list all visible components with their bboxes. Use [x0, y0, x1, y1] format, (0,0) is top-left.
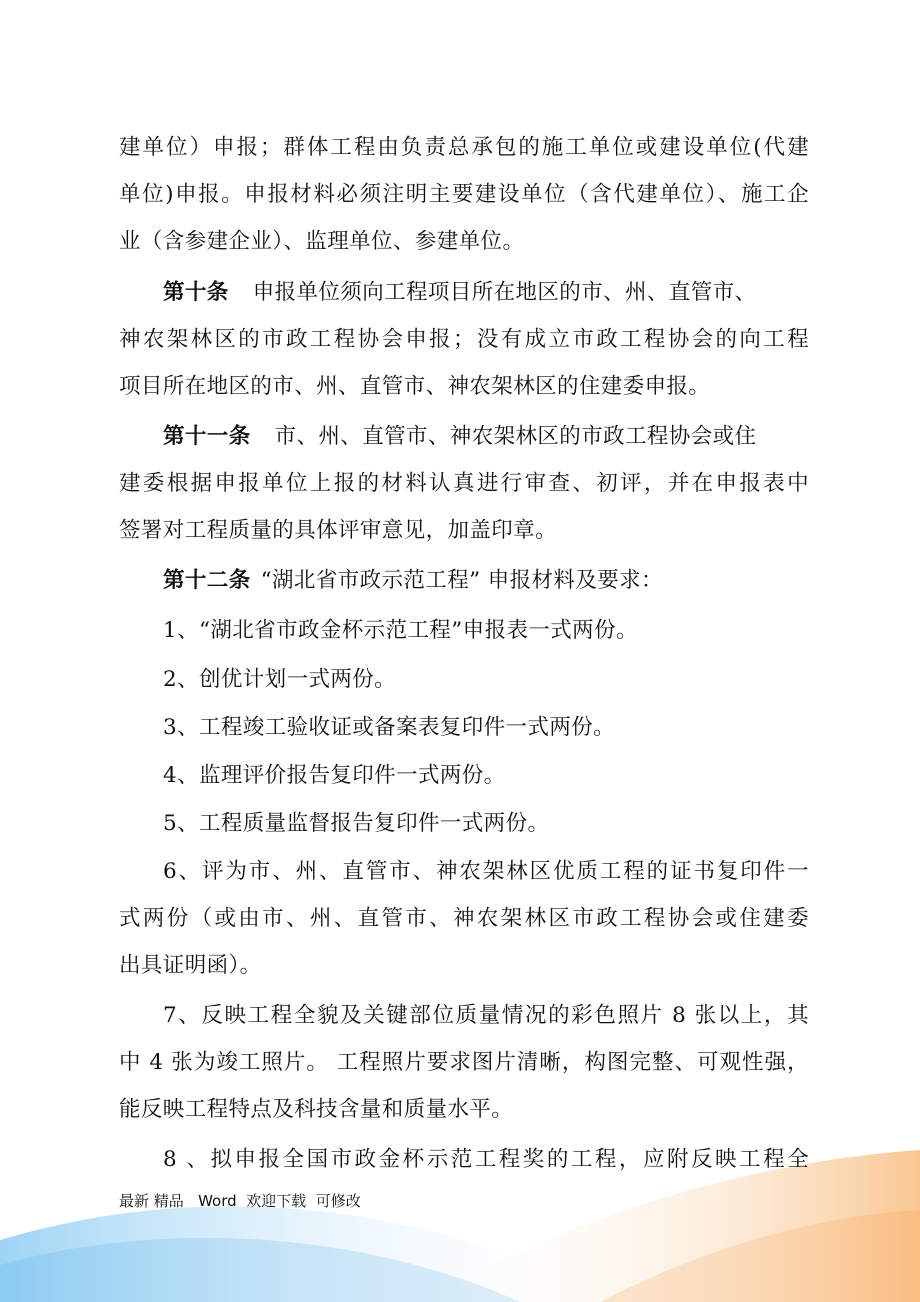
article-11-text: 市、州、直管市、神农架林区的市政工程协会或住 — [274, 424, 757, 449]
list-item: 8 、拟申报全国市政金杯示范工程奖的工程，应附反映工程全 — [163, 1147, 809, 1172]
list-item-continuation: 中 4 张为竣工照片。 工程照片要求图片清晰，构图完整、可观性强， — [119, 1050, 809, 1075]
article-10-text: 申报单位须向工程项目所在地区的市、州、直管市、 — [252, 280, 757, 305]
article-10-first-line — [163, 278, 809, 308]
list-item-continuation: 式两份（或由市、州、直管市、神农架林区市政工程协会或住建委 — [119, 906, 809, 931]
list-item-continuation: 能反映工程特点及科技含量和质量水平。 — [119, 1097, 514, 1122]
article-10-heading: 第十条 — [163, 280, 229, 305]
article-11-first-line — [163, 422, 809, 452]
list-item: 6、评为市、州、直管市、神农架林区优质工程的证书复印件一 — [163, 859, 809, 884]
list-item: 4、监理评价报告复印件一式两份。 — [163, 763, 506, 788]
paragraph-line: 神农架林区的市政工程协会申报；没有成立市政工程协会的向工程 — [119, 327, 809, 352]
article-11-heading: 第十一条 — [163, 424, 251, 449]
list-item-continuation: 出具证明函）。 — [119, 953, 262, 978]
paragraph-line: 建委根据申报单位上报的材料认真进行审查、初评，并在申报表中 — [119, 471, 809, 496]
paragraph-line: 项目所在地区的市、州、直管市、神农架林区的住建委申报。 — [119, 374, 711, 399]
page-footer: 最新 精品 Word 欢迎下载 可修改 — [119, 1192, 361, 1210]
list-item: 1、“湖北省市政金杯示范工程”申报表一式两份。 — [163, 618, 638, 643]
list-item: 5、工程质量监督报告复印件一式两份。 — [163, 811, 550, 836]
paragraph-line: 单位)申报。申报材料必须注明主要建设单位（含代建单位）、施工企 — [119, 182, 809, 207]
list-item: 3、工程竣工验收证或备案表复印件一式两份。 — [163, 715, 616, 740]
article-12-intro: “湖北省市政示范工程” 申报材料及要求： — [260, 568, 663, 593]
article-12-first-line — [163, 566, 809, 596]
paragraph-line: 建单位）申报；群体工程由负责总承包的施工单位或建设单位(代建 — [119, 135, 809, 160]
list-item: 2、创优计划一式两份。 — [163, 667, 397, 692]
list-item: 7、反映工程全貌及关键部位质量情况的彩色照片 8 张以上，其 — [163, 1003, 809, 1028]
article-12-heading: 第十二条 — [163, 568, 251, 593]
paragraph-line: 业（含参建企业）、监理单位、参建单位。 — [119, 229, 525, 254]
paragraph-line: 签署对工程质量的具体评审意见，加盖印章。 — [119, 518, 558, 543]
